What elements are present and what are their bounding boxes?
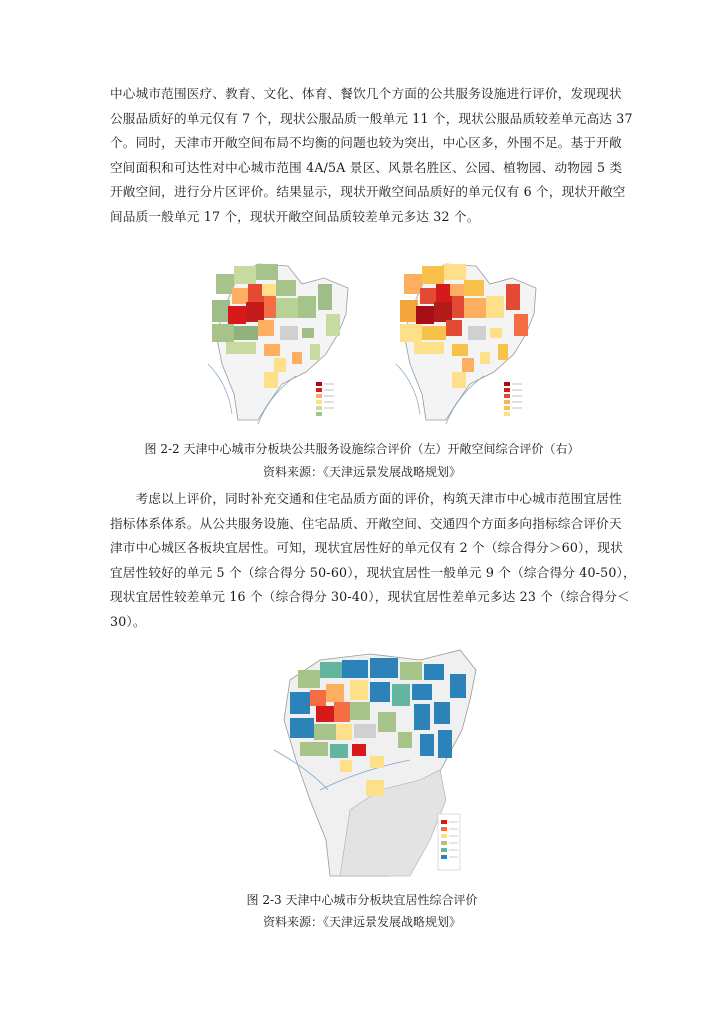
text-line: 公服品质好的单元仅有 7 个，现状公服品质一般单元 11 个，现状公服品质较差单元高达 37 bbox=[110, 110, 633, 126]
figure-2-2-caption: 图 2-2 天津中心城市分板块公共服务设施综合评价（左）开敞空间综合评价（右） bbox=[144, 442, 580, 456]
figure-2-2-source: 资料来源：《天津远景发展战略规划》 bbox=[262, 465, 461, 479]
figure-2-3-caption: 图 2-3 天津中心城市分板块宜居性综合评价 bbox=[246, 893, 478, 907]
text-line: 考虑以上评价，同时补充交通和住宅品质方面的评价，构筑天津市中心城市范围宜居性 bbox=[110, 491, 622, 506]
public-service-map bbox=[208, 264, 348, 424]
figure-2-2-maps bbox=[198, 244, 558, 432]
figure-2-3-source: 资料来源：《天津远景发展战略规划》 bbox=[262, 915, 461, 929]
body-paragraph-1 bbox=[110, 82, 633, 229]
text-line: 中心城市范围医疗、教育、文化、体育、餐饮几个方面的公共服务设施进行评价，发现现状 bbox=[110, 86, 622, 101]
text-line: 开敞空间，进行分片区评价。结果显示，现状开敞空间品质好的单元仅有 6 个，现状开敞空 bbox=[110, 184, 626, 199]
map-legend bbox=[316, 382, 334, 416]
text-line: 津市中心城区各板块宜居性。可知，现状宜居性好的单元仅有 2 个（综合得分＞60），现状 bbox=[110, 540, 623, 555]
text-line: 30）。 bbox=[110, 613, 146, 629]
text-line: 现状宜居性较差单元 16 个（综合得分 30-40），现状宜居性差单元多达 23 个（综合得分＜ bbox=[110, 589, 630, 604]
text-line: 空间面积和可达性对中心城市范围 4A/5A 景区、风景名胜区、公园、植物园、动物园 5 类 bbox=[110, 159, 623, 175]
text-line: 宜居性较好的单元 5 个（综合得分 50-60），现状宜居性一般单元 9 个（综合得分 40-50）， bbox=[110, 564, 636, 580]
body-paragraph-2 bbox=[110, 487, 636, 634]
figure-2-3-map bbox=[270, 640, 490, 880]
map-legend bbox=[504, 382, 522, 416]
text-line: 指标体系体系。从公共服务设施、住宅品质、开敞空间、交通四个方面多向指标综合评价天 bbox=[110, 515, 622, 531]
map-legend bbox=[438, 814, 460, 870]
open-space-map bbox=[396, 264, 536, 424]
text-line: 个。同时，天津市开敞空间布局不均衡的问题也较为突出，中心区多，外围不足。基于开敞 bbox=[110, 135, 622, 150]
text-line: 间品质一般单元 17 个，现状开敞空间品质较差单元多达 32 个。 bbox=[110, 208, 480, 224]
